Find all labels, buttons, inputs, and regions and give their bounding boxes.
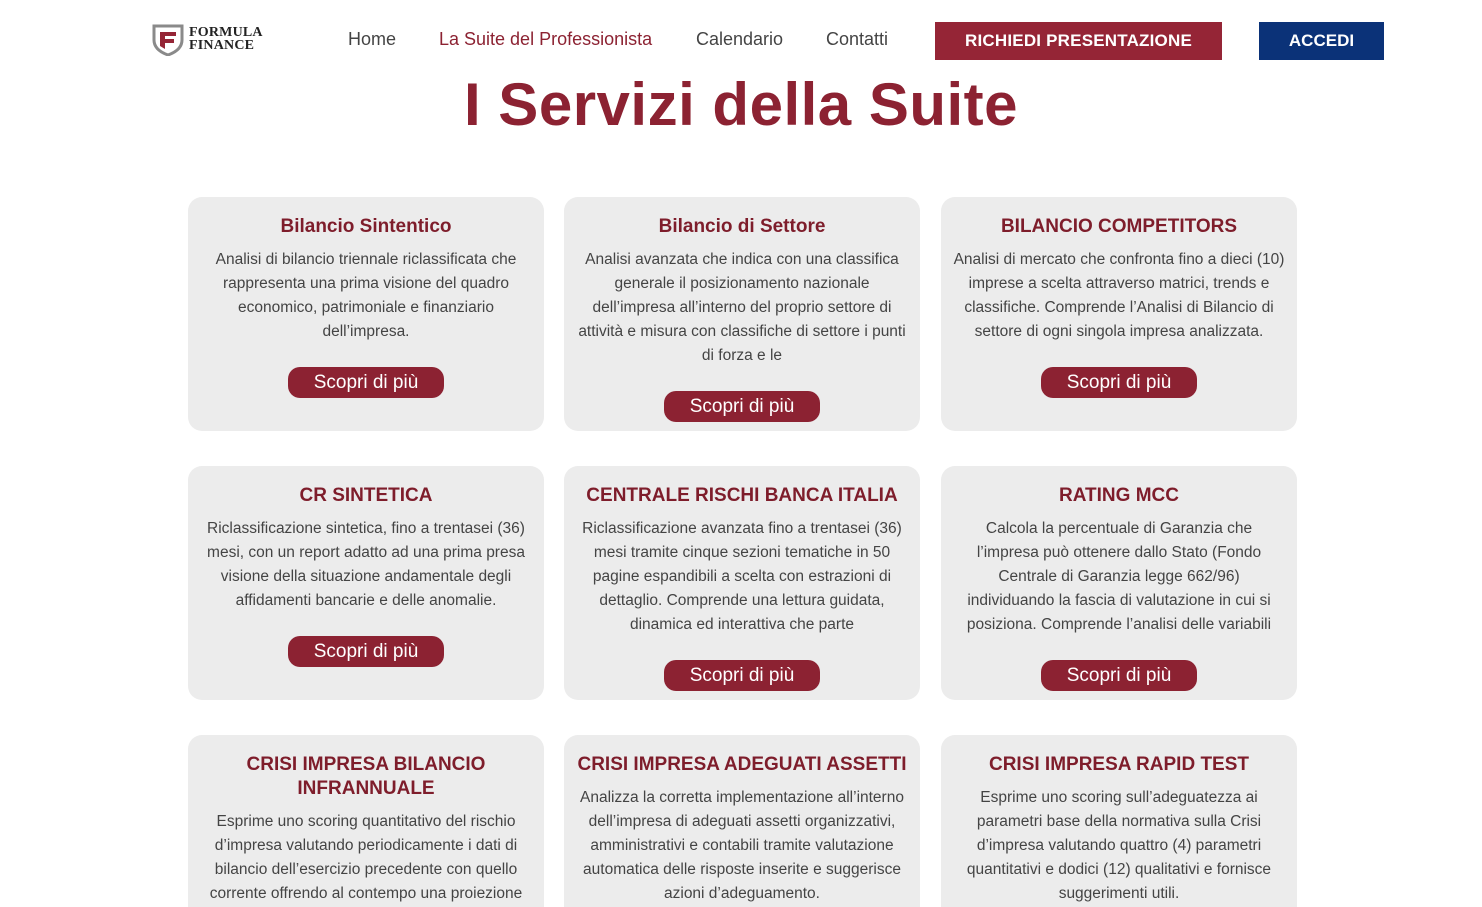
brand-line2: FINANCE — [189, 38, 255, 53]
service-card-rating-mcc — [941, 466, 1297, 700]
brand-line1: FORMULA — [189, 25, 263, 40]
card-description: Esprime uno scoring sull’adeguatezza ai parametri base della normativa sulla Crisi d’impresa valutando quattro (4) parametri quantitativi e dodici (12) qualitativi e fornisce suggerimenti utili. — [966, 789, 1272, 902]
service-card-bilancio-sintetico — [188, 197, 544, 431]
card-description: Riclassificazione avanzata fino a trentasei (36) mesi tramite cinque sezioni tematiche in 50 pagine espandibili a scelta con estrazioni di dettaglio. Comprende una lettura guidata, dinamica ed interattiva che parte — [582, 520, 902, 633]
card-title: CENTRALE RISCHI BANCA ITALIA — [586, 485, 898, 506]
page-title: I Servizi della Suite — [463, 71, 1019, 138]
nav-suite-professionista[interactable]: La Suite del Professionista — [439, 29, 653, 49]
discover-more-button[interactable]: Scopri di più — [664, 391, 820, 422]
card-title: CR SINTETICA — [299, 485, 433, 506]
card-description: Calcola la percentuale di Garanzia che l’impresa può ottenere dallo Stato (Fondo Centrale di Garanzia legge 662/96) individuando la fascia di valutazione in cui si posiziona. Comprende l’analisi delle variabili — [966, 520, 1272, 633]
card-description: Analisi di mercato che confronta fino a dieci (10) imprese a scelta attraverso matrici, trends e classifiche. Comprende l’Analisi di Bilancio di settore di ogni singola impresa analizzata. — [953, 251, 1285, 340]
card-title: CRISI IMPRESA ADEGUATI ASSETTI — [577, 754, 907, 775]
card-title: RATING MCC — [1059, 485, 1179, 506]
service-card-bilancio-competitors — [941, 197, 1297, 431]
card-title: CRISI IMPRESA BILANCIO INFRANNUALE — [246, 754, 486, 799]
card-description: Analisi di bilancio triennale riclassificata che rappresenta una prima visione del quadro economico, patrimoniale e finanziario dell’impresa. — [215, 251, 517, 340]
card-title: Bilancio di Settore — [658, 216, 826, 237]
request-presentation-button[interactable]: RICHIEDI PRESENTAZIONE — [935, 22, 1222, 60]
service-card-cr-sintetica — [188, 466, 544, 700]
discover-more-button[interactable]: Scopri di più — [288, 636, 444, 667]
discover-more-button[interactable]: Scopri di più — [1041, 367, 1197, 398]
nav-contatti[interactable]: Contatti — [826, 29, 889, 49]
service-card-centrale-rischi — [564, 466, 920, 700]
nav-calendario[interactable]: Calendario — [696, 29, 784, 49]
card-title: Bilancio Sintentico — [280, 216, 452, 237]
brand-logo[interactable] — [151, 22, 263, 56]
service-card-crisi-rapid-test — [941, 735, 1297, 907]
discover-more-button[interactable]: Scopri di più — [1041, 660, 1197, 691]
card-description: Analisi avanzata che indica con una classifica generale il posizionamento nazionale dell’impresa all’interno del proprio settore di attività e misura con classifiche di settore i punti di forza e le — [578, 251, 906, 364]
card-description: Analizza la corretta implementazione all’interno dell’impresa di adeguati assetti organizzativi, amministrativi e contabili tramite valutazione automatica delle risposte inserite e suggerisce azioni d’adeguamento. — [580, 789, 904, 902]
nav-home[interactable]: Home — [348, 29, 397, 49]
discover-more-button[interactable]: Scopri di più — [664, 660, 820, 691]
formula-finance-logo-icon — [151, 22, 185, 56]
service-card-bilancio-settore — [564, 197, 920, 431]
card-description: Riclassificazione sintetica, fino a trentasei (36) mesi, con un report adatto ad una prima presa visione della situazione andamentale degli affidamenti bancarie e delle anomalie. — [207, 520, 525, 609]
card-title: BILANCIO COMPETITORS — [1000, 216, 1238, 237]
card-title: CRISI IMPRESA RAPID TEST — [988, 754, 1250, 775]
login-button[interactable]: ACCEDI — [1259, 22, 1384, 60]
service-card-crisi-bilancio-infrannuale — [188, 735, 544, 907]
site-header — [0, 0, 1482, 80]
service-card-crisi-adeguati-assetti — [564, 735, 920, 907]
discover-more-button[interactable]: Scopri di più — [288, 367, 444, 398]
card-description: Esprime uno scoring quantitativo del rischio d’impresa valutando periodicamente i dati di bilancio dell’esercizio precedente con quello corrente offrendo al contempo una proiezione — [209, 813, 523, 902]
